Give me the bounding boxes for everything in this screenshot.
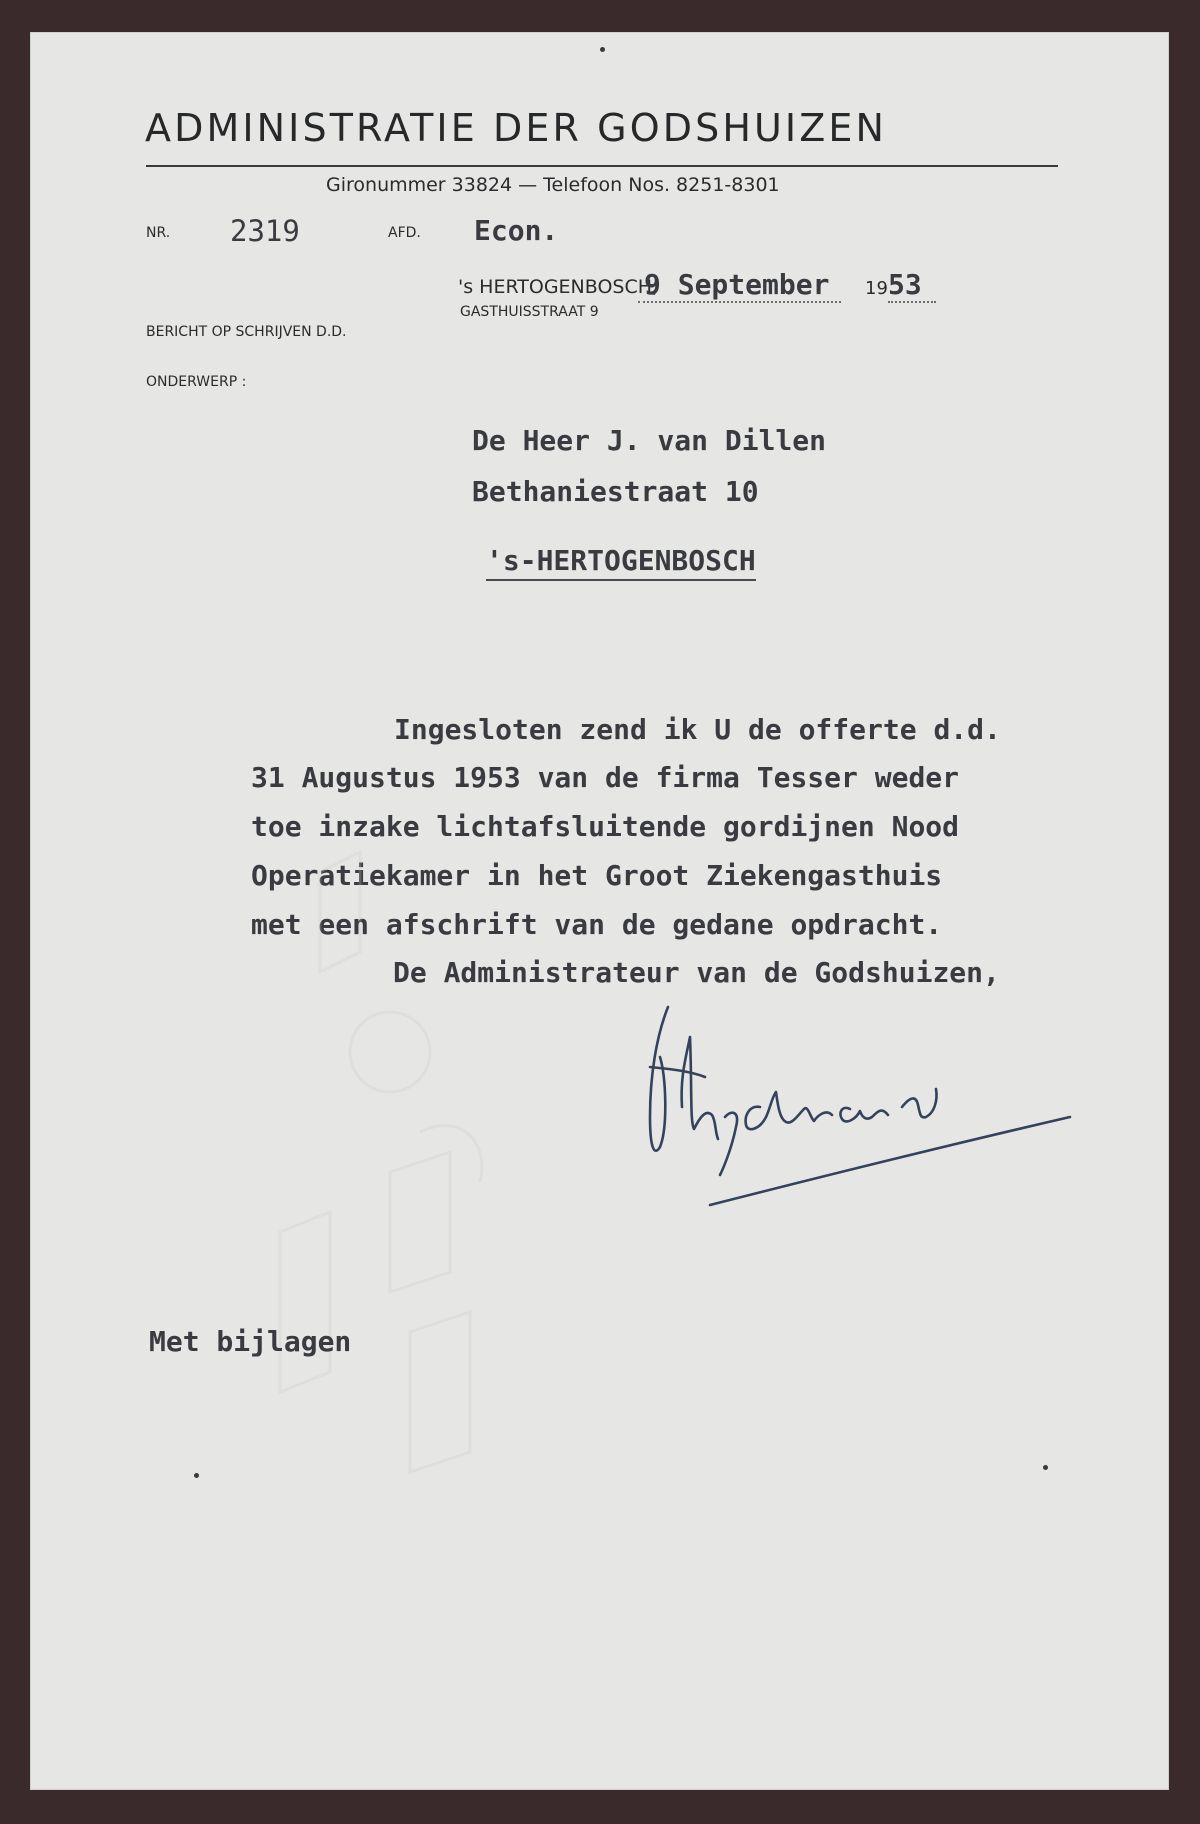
- year-field: [888, 268, 936, 303]
- punch-mark: [600, 47, 605, 52]
- organization-name: ADMINISTRATIE DER GODSHUIZEN: [145, 106, 887, 150]
- bericht-label: BERICHT OP SCHRIJVEN D.D.: [146, 324, 347, 340]
- body-line: met een afschrift van de gedane opdracht.: [251, 908, 943, 941]
- afd-label: AFD.: [388, 225, 421, 241]
- recipient-city: [486, 544, 756, 577]
- city-label: 's HERTOGENBOSCH,: [458, 276, 659, 298]
- year-prefix: 19: [865, 278, 888, 299]
- handwritten-signature: [620, 997, 1080, 1217]
- letter-page: [30, 32, 1169, 1790]
- closing-line: De Administrateur van de Godshuizen,: [393, 956, 1000, 989]
- punch-mark: [194, 1473, 199, 1478]
- bank-watermark-emblem: [240, 752, 570, 1512]
- body-line: Ingesloten zend ik U de offerte d.d.: [394, 713, 1001, 746]
- street-label: GASTHUISSTRAAT 9: [460, 304, 599, 320]
- nr-value: 2319: [230, 214, 300, 248]
- contact-line: Gironummer 33824 — Telefoon Nos. 8251-8301: [326, 174, 780, 196]
- year-suffix: 53: [888, 268, 936, 303]
- date-value: 9 September: [638, 268, 841, 303]
- enclosure-note: Met bijlagen: [149, 1325, 352, 1358]
- recipient-name: De Heer J. van Dillen: [472, 424, 827, 457]
- punch-mark: [1043, 1465, 1048, 1470]
- body-line: Operatiekamer in het Groot Ziekengasthuis: [251, 859, 943, 892]
- onderwerp-label: ONDERWERP :: [146, 374, 247, 390]
- recipient-city-text: 's-HERTOGENBOSCH: [486, 544, 756, 581]
- body-line: toe inzake lichtafsluitende gordijnen Nood: [251, 810, 960, 843]
- date-field: [638, 268, 841, 303]
- header-rule: [146, 165, 1058, 167]
- body-line: 31 Augustus 1953 van de firma Tesser weder: [251, 761, 960, 794]
- nr-label: NR.: [146, 225, 171, 241]
- afd-value: Econ.: [474, 214, 559, 247]
- recipient-street: Bethaniestraat 10: [472, 475, 759, 508]
